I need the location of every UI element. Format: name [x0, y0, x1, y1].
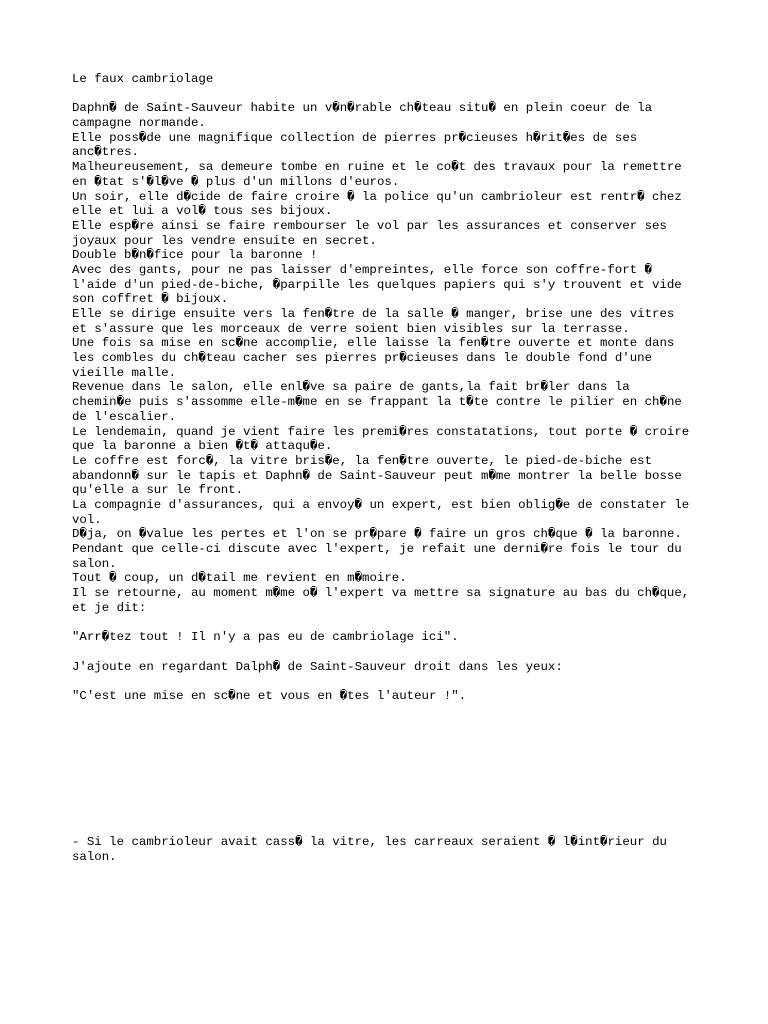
blank-line — [72, 674, 702, 689]
document-page — [72, 72, 702, 704]
body-line: qu'elle a sur le front. — [72, 483, 244, 498]
body-line: Pendant que celle-ci discute avec l'expert, je refait une derni�re fois le tour du — [72, 542, 682, 556]
solution-note — [72, 835, 702, 864]
body-line: Double b�n�fice pour la baronne ! — [72, 248, 318, 263]
body-line: et s'assure que les morceaux de verre soient bien visibles sur la terrasse. — [72, 321, 630, 336]
body-line: l'aide d'un pied-de-biche, �parpille les quelques papiers qui s'y trouvent et vide — [72, 277, 682, 292]
body-line: Le lendemain, quand je vient faire les premi�res constatations, tout porte � croire — [72, 424, 690, 439]
body-line: vieille malle. — [72, 365, 177, 380]
quote-stop: "Arr�tez tout ! Il n'y a pas eu de cambriolage ici". — [72, 630, 459, 645]
solution-line: salon. — [72, 849, 117, 864]
body-line: abandonn� sur le tapis et Daphn� de Saint-Sauveur peut m�me montrer la belle bosse — [72, 468, 682, 483]
blank-line — [72, 87, 702, 102]
body-line: les combles du ch�teau cacher ses pierres pr�cieuses dans le double fond d'une — [72, 351, 653, 366]
body-line: et je dit: — [72, 600, 147, 615]
body-line: salon. — [72, 556, 117, 571]
body-line: elle et lui a vol� tous ses bijoux. — [72, 204, 333, 219]
solution-line: - Si le cambrioleur avait cass� la vitre, les carreaux seraient � l�int�rieur du — [72, 835, 667, 849]
blank-line — [72, 615, 702, 630]
quote-accusation: "C'est une mise en sc�ne et vous en �tes l'auteur !". — [72, 688, 467, 703]
body-line: que la baronne a bien �t� attaqu�e. — [72, 439, 333, 454]
body-line: chemin�e puis s'assomme elle-m�me en se frappant la t�te contre le pilier en ch�ne — [72, 395, 682, 410]
body-line: campagne normande. — [72, 116, 206, 131]
body-line: anc�tres. — [72, 145, 139, 160]
body-line: Elle esp�re ainsi se faire rembourser le vol par les assurances et conserver ses — [72, 218, 667, 233]
body-line: Revenue dans le salon, elle enl�ve sa paire de gants,la fait br�ler dans la — [72, 380, 630, 395]
body-line: La compagnie d'assurances, qui a envoy� un expert, est bien oblig�e de constater le — [72, 497, 690, 512]
story-body — [72, 101, 702, 615]
body-line: Une fois sa mise en sc�ne accomplie, elle laisse la fen�tre ouverte et monte dans — [72, 336, 675, 351]
body-line: Malheureusement, sa demeure tombe en ruine et le co�t des travaux pour la remettre — [72, 160, 682, 175]
body-line: joyaux pour les vendre ensuite en secret. — [72, 233, 377, 248]
narration-line: J'ajoute en regardant Dalph� de Saint-Sauveur droit dans les yeux: — [72, 659, 563, 674]
body-line: son coffret � bijoux. — [72, 292, 229, 307]
body-line: Avec des gants, pour ne pas laisser d'empreintes, elle force son coffre-fort � — [72, 262, 653, 277]
body-line: Le coffre est forc�, la vitre bris�e, la fen�tre ouverte, le pied-de-biche est — [72, 453, 653, 468]
body-line: Daphn� de Saint-Sauveur habite un v�n�rable ch�teau situ� en plein coeur de la — [72, 101, 653, 116]
body-line: de l'escalier. — [72, 409, 177, 424]
body-line: D�ja, on �value les pertes et l'on se pr�pare � faire un gros ch�que � la baronne. — [72, 527, 682, 542]
document-title: Le faux cambriolage — [72, 72, 214, 86]
body-line: vol. — [72, 512, 102, 527]
body-line: Elle se dirige ensuite vers la fen�tre de la salle � manger, brise une des vitres — [72, 307, 675, 321]
blank-line — [72, 645, 702, 660]
body-line: Un soir, elle d�cide de faire croire � la police qu'un cambrioleur est rentr� chez — [72, 189, 682, 204]
body-line: en �tat s'�l�ve � plus d'un millons d'euros. — [72, 174, 400, 189]
body-line: Il se retourne, au moment m�me o� l'expert va mettre sa signature au bas du ch�que, — [72, 586, 690, 601]
body-line: Tout � coup, un d�tail me revient en m�moire. — [72, 571, 407, 586]
body-line: Elle poss�de une magnifique collection de pierres pr�cieuses h�rit�es de ses — [72, 130, 638, 145]
